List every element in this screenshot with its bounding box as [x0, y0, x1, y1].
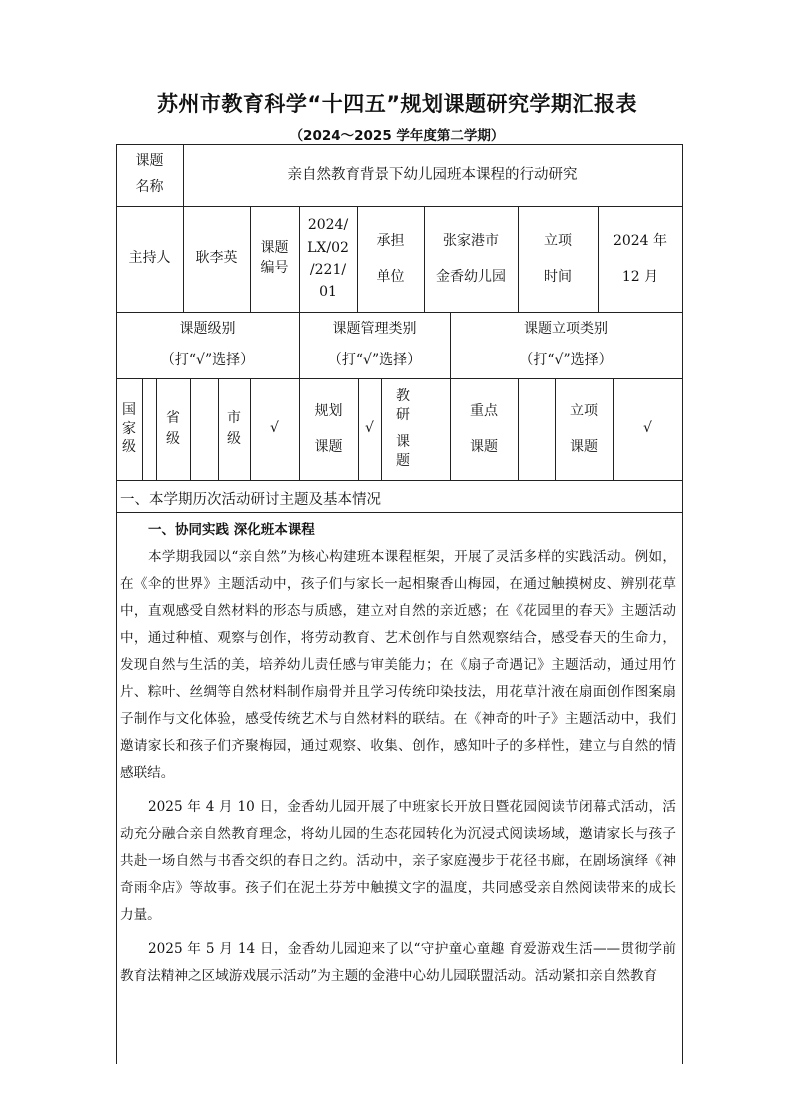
- provincial-level-check[interactable]: [190, 378, 218, 480]
- topic-project-header: 课题立项类别 （打“√”选择）: [519, 321, 613, 368]
- unit-label: 承担 单位: [376, 232, 405, 285]
- municipal-level-label: 市 级: [227, 410, 241, 447]
- content-paragraph: 2025 年 5 月 14 日，金香幼儿园迎来了以“守护童心童趣 育爱游戏生活——贯彻学前教育法精神之区域游戏展示活动”为主题的金港中心幼儿园联盟活动。活动紧扣亲自然教育: [120, 941, 676, 984]
- approval-date-value: 2024 年 12 月: [612, 232, 668, 285]
- national-level-check[interactable]: [142, 378, 156, 480]
- topic-name-label: 课题 名称: [135, 153, 164, 195]
- teaching-research-topic-check[interactable]: [425, 378, 450, 480]
- content-heading: 一、协同实践 深化班本课程: [148, 522, 315, 538]
- content-paragraph: 2025 年 4 月 10 日，金香幼儿园开展了中班家长开放日暨花园阅读节闭幕式活动，活动充分融合亲自然教育理念，将幼儿园的生态花园转化为沉浸式阅读场域，邀请家长与孩子共赴一场自然与书香交织的春日之约。活动中，亲子家庭漫步于花径书廊，在剧场演绎《神奇雨伞店》等故事。孩子们在泥土芬芳中触摸文字的温度，共同感受亲自然阅读带来的成长力量。: [120, 799, 676, 923]
- section-header: 一、本学期历次活动研讨主题及基本情况: [120, 492, 381, 508]
- approved-topic-check[interactable]: √: [643, 420, 652, 437]
- key-topic-label: 重点 课题: [470, 402, 498, 455]
- content-paragraph: 本学期我园以“亲自然”为核心构建班本课程框架，开展了灵活多样的实践活动。例如，在《伞的世界》主题活动中，孩子们与家长一起相聚香山梅园，在通过触摸树皮、辨别花草中，直观感受自然材料的形态与质感，建立对自然的亲近感；在《花园里的春天》主题活动中，通过种植、观察与创作，将劳动教育、艺术创作与自然观察结合，感受春天的生命力，发现自然与生活的美，培养幼儿责任感与审美能力；在《扇子奇遇记》主题活动，通过用竹片、粽叶、丝绸等自然材料制作扇骨并且学习传统印染技法，用花草汁液在扇面创作图案扇子制作与文化体验，感受传统艺术与自然材料的联结。在《神奇的叶子》主题活动中，我们邀请家长和孩子们齐聚梅园，通过观察、收集、创作，感知叶子的多样性，建立与自然的情感联结。: [120, 549, 676, 781]
- national-level-label: 国 家 级: [122, 401, 136, 456]
- topic-number-value: 2024/ LX/02 /221/ 01: [307, 217, 349, 301]
- topic-name-value: 亲自然教育背景下幼儿园班本课程的行动研究: [287, 166, 578, 183]
- topic-level-header: 课题级别 （打“√”选择）: [160, 321, 255, 368]
- page-title: 苏州市教育科学“十四五”规划课题研究学期汇报表: [156, 92, 638, 116]
- topic-management-header: 课题管理类别 （打“√”选择）: [327, 321, 422, 368]
- section-content: [120, 520, 676, 997]
- page-subtitle: （2024～2025 学年度第二学期）: [289, 128, 505, 144]
- approval-date-label: 立项 时间: [544, 232, 572, 285]
- planning-topic-check[interactable]: √: [365, 420, 374, 437]
- municipal-level-check[interactable]: √: [270, 420, 279, 437]
- host-label: 主持人: [128, 250, 171, 267]
- key-topic-check[interactable]: [518, 378, 555, 480]
- approved-topic-label: 立项 课题: [570, 402, 598, 455]
- planning-topic-label: 规划 课题: [314, 402, 343, 455]
- provincial-level-label: 省 级: [166, 410, 180, 447]
- teaching-research-topic-label: 教 研 课 题: [396, 388, 410, 469]
- host-value: 耿李英: [195, 250, 238, 267]
- unit-value: 张家港市 金香幼儿园: [436, 232, 506, 285]
- topic-number-label: 课题 编号: [260, 240, 289, 276]
